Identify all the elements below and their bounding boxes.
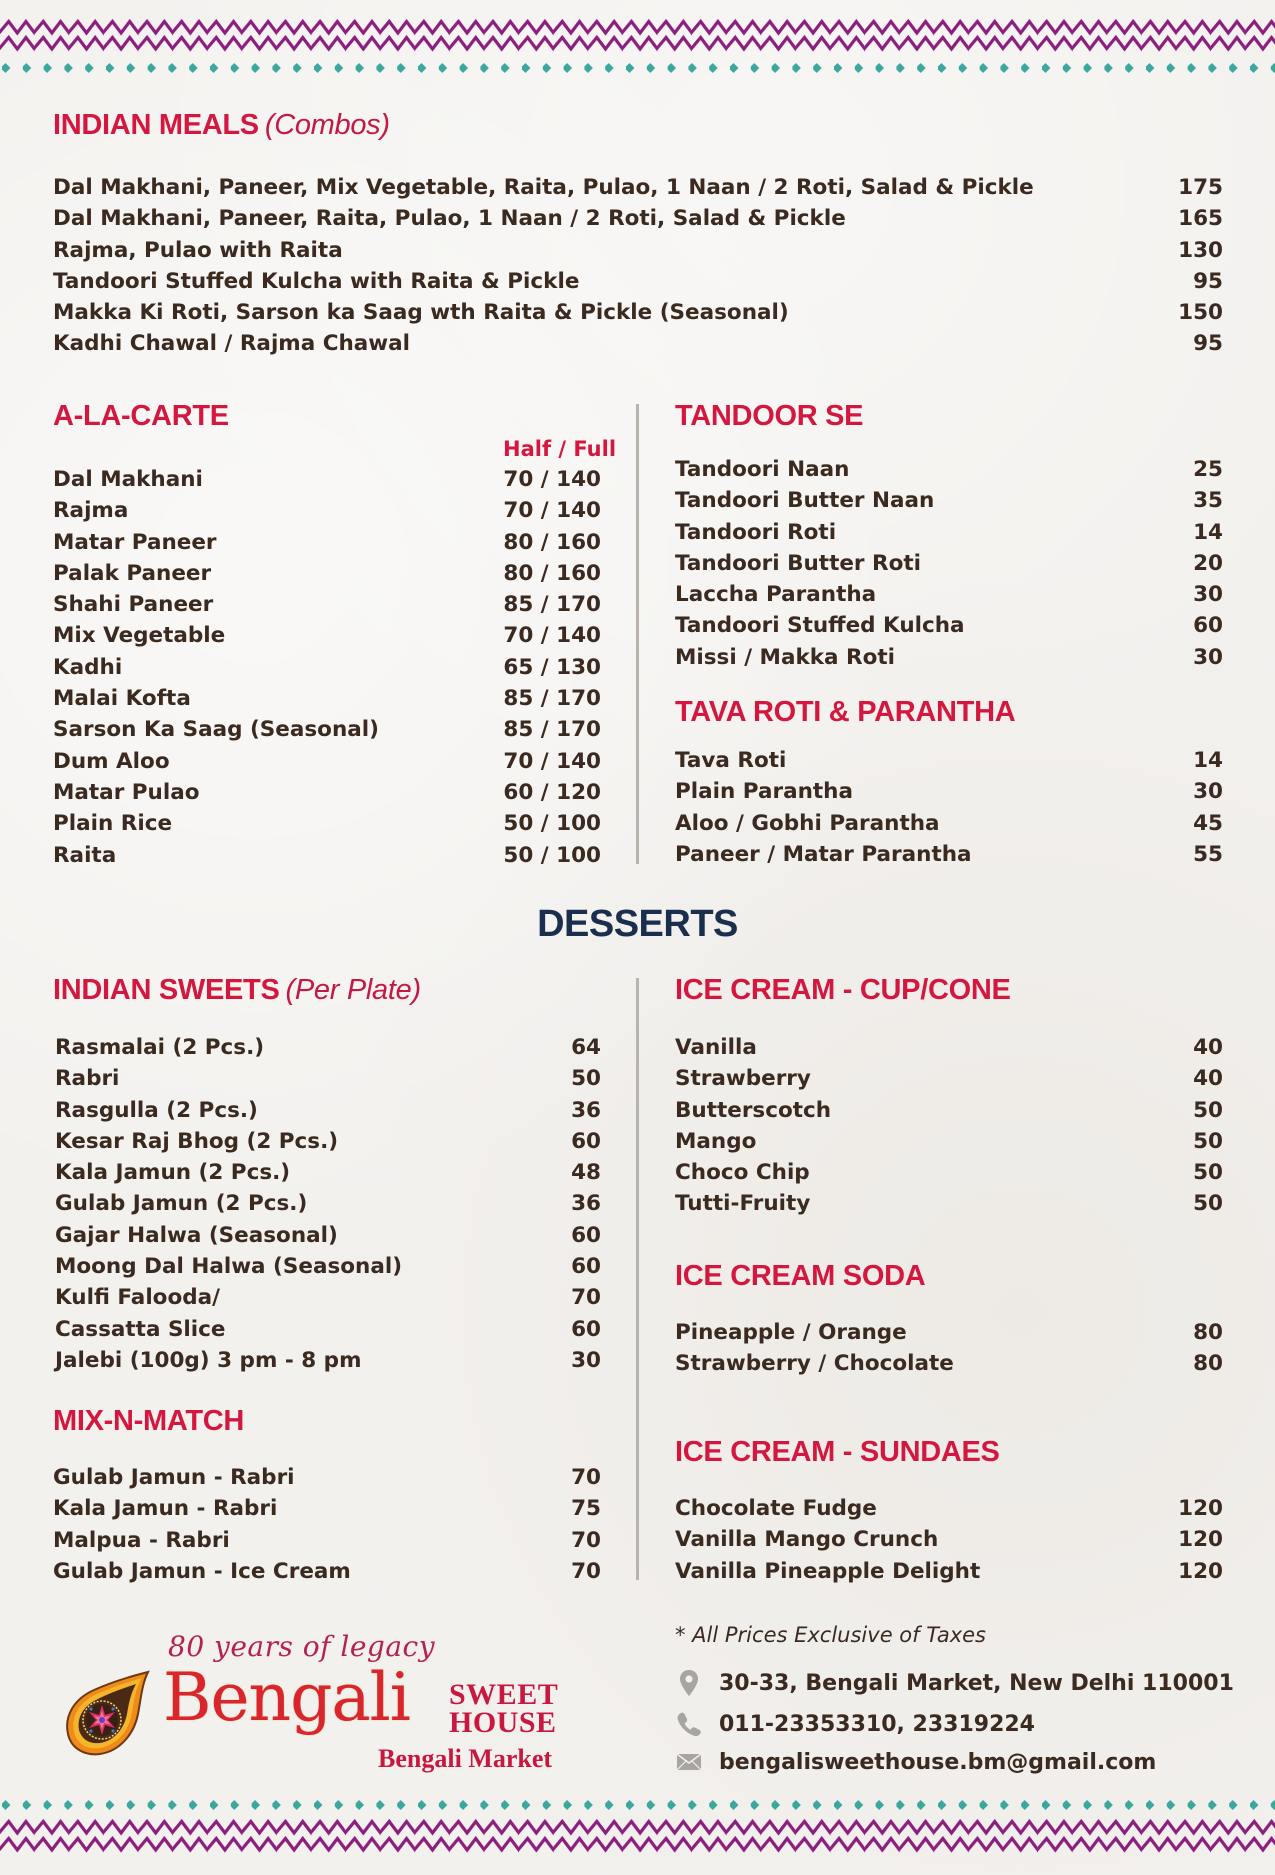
heading-subtitle: (Combos) xyxy=(264,109,390,141)
item-name: Vanilla xyxy=(675,1035,757,1060)
item-name: Choco Chip xyxy=(675,1160,810,1186)
item-price: 85 / 170 xyxy=(503,717,601,743)
item-name: Tandoori Roti xyxy=(675,519,837,545)
item-price: 60 xyxy=(571,1128,601,1154)
menu-item xyxy=(53,746,601,777)
item-price: 40 xyxy=(1193,1066,1223,1092)
item-price: 40 xyxy=(1193,1035,1223,1060)
menu-item xyxy=(53,1462,601,1493)
item-name: Palak Paneer xyxy=(53,560,212,586)
item-price: 55 xyxy=(1193,841,1223,867)
item-name: Paneer / Matar Parantha xyxy=(675,841,972,867)
map-pin-icon xyxy=(675,1669,703,1697)
item-name: Gulab Jamun (2 Pcs.) xyxy=(55,1191,308,1217)
item-price: 70 xyxy=(571,1285,601,1311)
item-price: 30 xyxy=(1193,644,1223,670)
section-heading-ice-cream-sundaes xyxy=(675,1438,1000,1467)
item-name: Tandoori Stuffed Kulcha with Raita & Pickle xyxy=(53,268,580,294)
menu-item xyxy=(675,1188,1223,1219)
menu-item xyxy=(675,839,1223,870)
item-price: 36 xyxy=(571,1097,601,1123)
menu-item xyxy=(55,1282,601,1313)
item-price: 80 xyxy=(1193,1351,1223,1377)
email-text: bengalisweethouse.bm@gmail.com xyxy=(719,1749,1157,1775)
contact-phone[interactable] xyxy=(675,1707,1035,1741)
item-price: 60 xyxy=(1193,613,1223,639)
top-decorative-border xyxy=(0,14,1275,78)
item-price: 80 / 160 xyxy=(503,529,601,555)
item-price: 50 xyxy=(1193,1160,1223,1186)
menu-item xyxy=(53,266,1223,297)
menu-item xyxy=(675,1063,1223,1094)
heading-title: TAVA ROTI & PARANTHA xyxy=(675,696,1016,728)
item-price: 25 xyxy=(1193,457,1223,482)
item-price: 80 / 160 xyxy=(503,560,601,586)
item-name: Rajma, Pulao with Raita xyxy=(53,237,343,263)
menu-item xyxy=(675,485,1223,516)
item-name: Tutti-Fruity xyxy=(675,1191,811,1217)
brand-location: Bengali Market xyxy=(378,1744,553,1773)
item-name: Gajar Halwa (Seasonal) xyxy=(55,1222,338,1248)
menu-item xyxy=(55,1188,601,1219)
ice-cream-soda-list xyxy=(675,1317,1223,1380)
bottom-decorative-border xyxy=(0,1795,1275,1859)
item-price: 50 / 100 xyxy=(503,842,601,868)
item-price: 14 xyxy=(1193,519,1223,545)
item-name: Kulfi Falooda/ xyxy=(55,1285,220,1311)
item-name: Kala Jamun (2 Pcs.) xyxy=(55,1160,291,1186)
menu-item xyxy=(53,1493,601,1524)
item-name: Matar Pulao xyxy=(53,779,200,805)
item-name: Butterscotch xyxy=(675,1097,832,1123)
item-price: 95 xyxy=(1193,331,1223,357)
phone-text: 011-23353310, 23319224 xyxy=(719,1711,1035,1737)
item-price: 85 / 170 xyxy=(503,592,601,618)
item-name: Gulab Jamun - Ice Cream xyxy=(53,1558,351,1584)
item-price: 75 xyxy=(571,1496,601,1522)
item-price: 50 xyxy=(1193,1128,1223,1154)
item-name: Malai Kofta xyxy=(53,686,191,712)
item-name: Gulab Jamun - Rabri xyxy=(53,1465,295,1490)
item-name: Strawberry / Chocolate xyxy=(675,1351,954,1377)
menu-item xyxy=(55,1251,601,1282)
item-price: 30 xyxy=(571,1347,601,1373)
envelope-icon xyxy=(675,1748,703,1776)
item-name: Kadhi xyxy=(53,654,123,680)
brand-house: HOUSE xyxy=(449,1706,557,1739)
item-name: Makka Ki Roti, Sarson ka Saag wth Raita & Pickle (Seasonal) xyxy=(53,300,789,326)
item-price: 60 xyxy=(571,1222,601,1248)
item-price: 120 xyxy=(1178,1496,1223,1521)
item-price: 60 / 120 xyxy=(503,779,601,805)
item-name: Plain Rice xyxy=(53,811,173,837)
item-price: 20 xyxy=(1193,550,1223,576)
item-name: Kala Jamun - Rabri xyxy=(53,1496,278,1522)
item-name: Tandoori Naan xyxy=(675,457,850,482)
item-name: Dal Makhani, Paneer, Raita, Pulao, 1 Naan / 2 Roti, Salad & Pickle xyxy=(53,206,846,232)
menu-item xyxy=(53,683,601,714)
item-name: Dal Makhani xyxy=(53,467,203,492)
item-price: 65 / 130 xyxy=(503,654,601,680)
menu-item xyxy=(675,1317,1223,1348)
menu-item xyxy=(55,1063,601,1094)
menu-item xyxy=(675,1095,1223,1126)
item-name: Tandoori Butter Naan xyxy=(675,488,935,514)
menu-item xyxy=(675,808,1223,839)
section-heading-a-la-carte xyxy=(53,402,229,431)
indian-sweets-list xyxy=(55,1032,601,1376)
item-name: Mix Vegetable xyxy=(53,623,226,649)
item-name: Missi / Makka Roti xyxy=(675,644,896,670)
zigzag-border-icon xyxy=(0,1795,1275,1859)
brand-tagline: 80 years of legacy xyxy=(168,1630,436,1663)
item-name: Tandoori Stuffed Kulcha xyxy=(675,613,965,639)
contact-address xyxy=(675,1666,1234,1700)
heading-title: ICE CREAM - SUNDAES xyxy=(675,1436,1000,1468)
item-name: Pineapple / Orange xyxy=(675,1320,907,1345)
item-price: 80 xyxy=(1193,1320,1223,1345)
section-heading-mix-n-match xyxy=(53,1407,244,1436)
item-name: Rasmalai (2 Pcs.) xyxy=(55,1035,265,1060)
item-name: Laccha Parantha xyxy=(675,582,877,608)
heading-title: ICE CREAM SODA xyxy=(675,1260,926,1292)
item-price: 50 xyxy=(1193,1191,1223,1217)
menu-item xyxy=(675,517,1223,548)
item-price: 70 xyxy=(571,1527,601,1553)
menu-item xyxy=(675,610,1223,641)
section-heading-tava-roti xyxy=(675,698,1015,727)
section-heading-tandoor-se xyxy=(675,402,863,431)
item-name: Cassatta Slice xyxy=(55,1316,226,1342)
item-price: 50 xyxy=(571,1066,601,1092)
item-price: 150 xyxy=(1178,300,1223,326)
item-name: Tava Roti xyxy=(675,748,787,773)
item-price: 120 xyxy=(1178,1527,1223,1553)
menu-item xyxy=(53,652,601,683)
item-name: Sarson Ka Saag (Seasonal) xyxy=(53,717,379,743)
brand-name: Bengali xyxy=(163,1659,410,1736)
menu-item xyxy=(53,1556,601,1587)
menu-item xyxy=(675,548,1223,579)
item-price: 50 / 100 xyxy=(503,811,601,837)
item-name: Vanilla Pineapple Delight xyxy=(675,1558,981,1584)
menu-item xyxy=(53,328,1223,359)
item-name: Moong Dal Halwa (Seasonal) xyxy=(55,1254,403,1280)
half-full-column-header: Half / Full xyxy=(503,437,617,461)
heading-title: A-LA-CARTE xyxy=(53,400,229,432)
menu-item xyxy=(53,558,601,589)
menu-item xyxy=(53,714,601,745)
item-name: Matar Paneer xyxy=(53,529,217,555)
item-price: 60 xyxy=(571,1254,601,1280)
item-price: 175 xyxy=(1178,175,1223,200)
item-price: 70 xyxy=(571,1558,601,1584)
item-price: 120 xyxy=(1178,1558,1223,1584)
menu-item xyxy=(53,464,601,495)
item-name: Rabri xyxy=(55,1066,120,1092)
item-price: 70 / 140 xyxy=(503,623,601,649)
item-name: Chocolate Fudge xyxy=(675,1496,877,1521)
diya-logo-icon xyxy=(62,1668,152,1758)
heading-title: TANDOOR SE xyxy=(675,400,864,432)
item-price: 95 xyxy=(1193,268,1223,294)
menu-item xyxy=(53,172,1223,203)
tax-note: * All Prices Exclusive of Taxes xyxy=(675,1623,986,1647)
mix-n-match-list xyxy=(53,1462,601,1587)
item-name: Aloo / Gobhi Parantha xyxy=(675,810,940,836)
heading-subtitle: (Per Plate) xyxy=(285,974,421,1006)
menu-item xyxy=(53,589,601,620)
column-divider-upper xyxy=(636,404,639,864)
section-heading-ice-cream-cup xyxy=(675,976,1011,1005)
desserts-title: DESSERTS xyxy=(537,903,738,945)
ice-cream-cup-list xyxy=(675,1032,1223,1220)
item-price: 70 / 140 xyxy=(503,467,601,492)
heading-title: ICE CREAM - CUP/CONE xyxy=(675,974,1011,1006)
menu-item xyxy=(675,1556,1223,1587)
item-price: 48 xyxy=(571,1160,601,1186)
menu-item xyxy=(53,808,601,839)
menu-item xyxy=(675,579,1223,610)
heading-title: INDIAN SWEETS xyxy=(53,974,280,1006)
menu-item xyxy=(53,297,1223,328)
menu-item xyxy=(675,642,1223,673)
menu-item xyxy=(55,1032,601,1063)
menu-item xyxy=(675,1348,1223,1379)
menu-item xyxy=(53,527,601,558)
menu-item xyxy=(53,235,1223,266)
item-name: Rasgulla (2 Pcs.) xyxy=(55,1097,258,1123)
item-price: 70 xyxy=(571,1465,601,1490)
menu-item xyxy=(55,1345,601,1376)
item-name: Tandoori Butter Roti xyxy=(675,550,921,576)
brand-sweet: SWEET xyxy=(449,1678,559,1711)
item-name: Malpua - Rabri xyxy=(53,1527,230,1553)
tava-roti-list xyxy=(675,745,1223,870)
a-la-carte-list xyxy=(53,464,601,871)
item-name: Rajma xyxy=(53,498,129,524)
section-heading-ice-cream-soda xyxy=(675,1262,925,1291)
item-name: Shahi Paneer xyxy=(53,592,214,618)
heading-title: INDIAN MEALS xyxy=(53,109,259,141)
menu-item xyxy=(675,745,1223,776)
menu-item xyxy=(675,1126,1223,1157)
phone-icon xyxy=(675,1710,703,1738)
menu-item xyxy=(53,777,601,808)
item-price: 35 xyxy=(1193,488,1223,514)
item-price: 70 / 140 xyxy=(503,498,601,524)
item-name: Plain Parantha xyxy=(675,779,853,805)
item-price: 165 xyxy=(1178,206,1223,232)
tandoor-se-list xyxy=(675,454,1223,673)
item-price: 30 xyxy=(1193,582,1223,608)
item-name: Vanilla Mango Crunch xyxy=(675,1527,939,1553)
item-name: Strawberry xyxy=(675,1066,811,1092)
menu-item xyxy=(675,454,1223,485)
menu-item xyxy=(55,1095,601,1126)
menu-item xyxy=(675,776,1223,807)
item-name: Kadhi Chawal / Rajma Chawal xyxy=(53,331,411,357)
item-price: 70 / 140 xyxy=(503,748,601,774)
contact-email[interactable] xyxy=(675,1745,1156,1779)
item-price: 50 xyxy=(1193,1097,1223,1123)
column-divider-lower xyxy=(636,978,639,1580)
menu-item xyxy=(53,1525,601,1556)
section-heading-indian-meals xyxy=(53,111,390,140)
item-price: 85 / 170 xyxy=(503,686,601,712)
menu-item xyxy=(53,840,601,871)
item-price: 30 xyxy=(1193,779,1223,805)
item-name: Raita xyxy=(53,842,117,868)
menu-item xyxy=(675,1524,1223,1555)
item-price: 60 xyxy=(571,1316,601,1342)
menu-item xyxy=(55,1126,601,1157)
item-name: Kesar Raj Bhog (2 Pcs.) xyxy=(55,1128,339,1154)
item-name: Dum Aloo xyxy=(53,748,170,774)
indian-meals-list xyxy=(53,172,1223,360)
address-text: 30-33, Bengali Market, New Delhi 110001 xyxy=(719,1670,1234,1696)
menu-item xyxy=(53,620,601,651)
item-price: 64 xyxy=(571,1035,601,1060)
item-name: Dal Makhani, Paneer, Mix Vegetable, Raita, Pulao, 1 Naan / 2 Roti, Salad & Pickle xyxy=(53,175,1034,200)
item-name: Mango xyxy=(675,1128,757,1154)
zigzag-border-icon xyxy=(0,14,1275,78)
menu-item xyxy=(53,203,1223,234)
menu-item xyxy=(675,1493,1223,1524)
menu-item xyxy=(55,1220,601,1251)
menu-item xyxy=(55,1314,601,1345)
item-price: 14 xyxy=(1193,748,1223,773)
menu-item xyxy=(675,1032,1223,1063)
menu-item xyxy=(53,495,601,526)
item-price: 130 xyxy=(1178,237,1223,263)
ice-cream-sundaes-list xyxy=(675,1493,1223,1587)
item-name: Jalebi (100g) 3 pm - 8 pm xyxy=(55,1347,362,1373)
item-price: 45 xyxy=(1193,810,1223,836)
section-heading-indian-sweets xyxy=(53,976,421,1005)
menu-item xyxy=(55,1157,601,1188)
item-price: 36 xyxy=(571,1191,601,1217)
menu-item xyxy=(675,1157,1223,1188)
heading-title: MIX-N-MATCH xyxy=(53,1405,245,1437)
